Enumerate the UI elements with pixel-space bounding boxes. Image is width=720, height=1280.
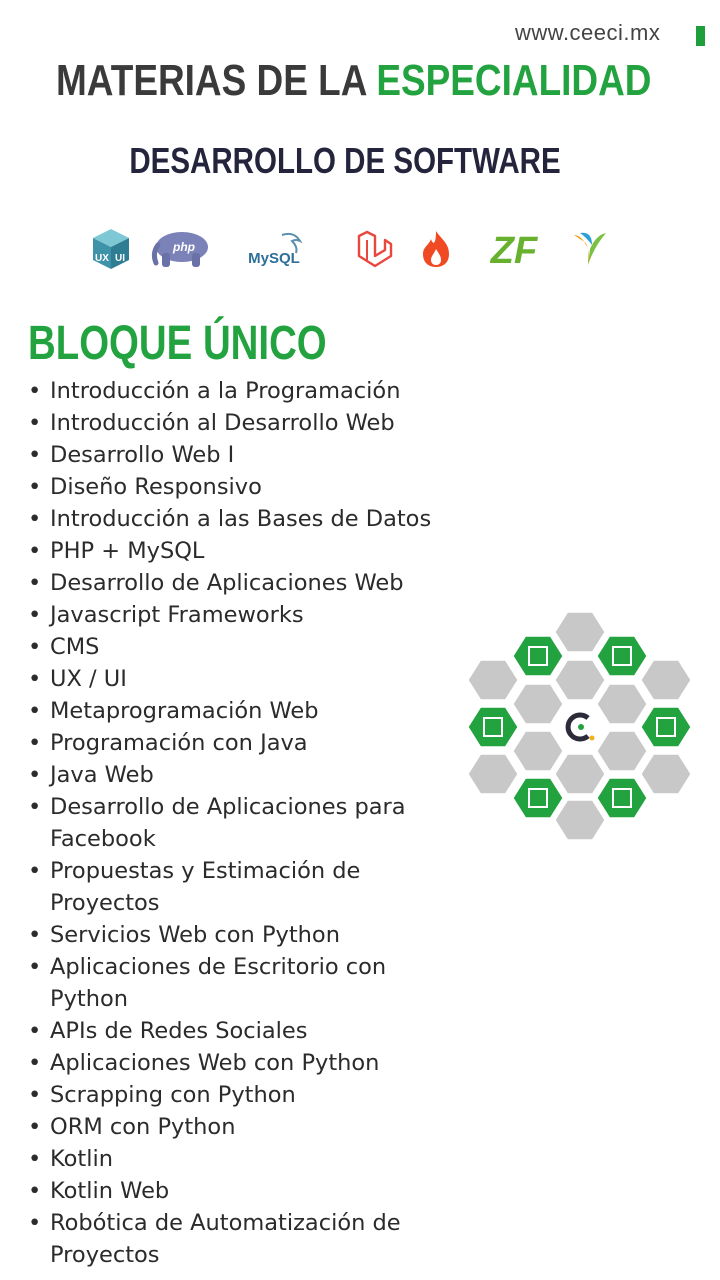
gray-hexagon <box>512 730 564 771</box>
green-hexagon <box>467 706 519 747</box>
list-item: • Aplicaciones de Escritorio con Python <box>28 951 468 1015</box>
list-item: • CMS <box>28 631 468 663</box>
title-part-2: ESPECIALIDAD <box>376 56 652 105</box>
mysql-icon <box>244 222 314 276</box>
list-item: • APIs de Redes Sociales <box>28 1015 468 1047</box>
block-title: BLOQUE ÚNICO <box>28 317 327 370</box>
list-item: • Introducción al Desarrollo Web <box>28 407 468 439</box>
zend-framework-icon <box>478 222 550 276</box>
ui-label: UI <box>115 253 125 264</box>
gray-hexagon <box>467 753 519 794</box>
list-item: • Java Web <box>28 759 468 791</box>
list-item: • ORM con Python <box>28 1111 468 1143</box>
page-subtitle: DESARROLLO DE SOFTWARE <box>129 140 561 181</box>
tech-logos-row <box>86 222 626 278</box>
list-item: • Robótica de Automatización de Proyectos <box>28 1207 468 1271</box>
list-item: • Scrapping con Python <box>28 1079 468 1111</box>
mysql-label: MySQL <box>248 250 300 267</box>
gray-hexagon <box>554 799 606 840</box>
gray-hexagon <box>467 659 519 700</box>
php-elephant-icon <box>150 222 212 276</box>
zf-label: ZF <box>490 230 538 269</box>
php-label: php <box>173 240 195 254</box>
gray-hexagon <box>512 683 564 724</box>
list-item: • Desarrollo de Aplicaciones Web <box>28 567 468 599</box>
ux-ui-icon <box>90 222 132 276</box>
page-title <box>56 56 652 106</box>
green-hexagon <box>512 777 564 818</box>
site-url[interactable]: www.ceeci.mx <box>515 20 661 45</box>
gray-hexagon <box>596 683 648 724</box>
list-item: • Servicios Web con Python <box>28 919 468 951</box>
list-item: • Desarrollo de Aplicaciones para Facebook <box>28 791 468 855</box>
title-part-1: MATERIAS DE LA <box>56 56 377 105</box>
ux-label: UX <box>95 253 109 264</box>
list-item: • Aplicaciones Web con Python <box>28 1047 468 1079</box>
list-item: • Diseño Responsivo <box>28 471 468 503</box>
gray-hexagon <box>554 611 606 652</box>
list-item: • Desarrollo Web I <box>28 439 468 471</box>
list-item: • Introducción a las Bases de Datos <box>28 503 468 535</box>
hexagon-cluster <box>466 608 694 844</box>
list-item: • Metaprogramación Web <box>28 695 468 727</box>
list-item: • Programación con Java <box>28 727 468 759</box>
gray-hexagon <box>640 753 692 794</box>
list-item: • Introducción a la Programación <box>28 375 468 407</box>
gray-hexagon <box>554 659 606 700</box>
gray-hexagon <box>554 753 606 794</box>
yii-icon <box>570 222 610 276</box>
laravel-icon <box>354 222 394 276</box>
gray-hexagon <box>596 730 648 771</box>
green-hexagon <box>596 635 648 676</box>
subjects-list <box>28 375 468 1271</box>
list-item: • Kotlin Web <box>28 1175 468 1207</box>
list-item: • PHP + MySQL <box>28 535 468 567</box>
list-item: • Javascript Frameworks <box>28 599 468 631</box>
list-item: • UX / UI <box>28 663 468 695</box>
gray-hexagon <box>640 659 692 700</box>
list-item: • Kotlin <box>28 1143 468 1175</box>
hexagon-graphic <box>466 608 694 844</box>
codeigniter-icon <box>416 222 456 276</box>
green-hexagon <box>596 777 648 818</box>
accent-bar <box>696 26 705 46</box>
list-item: • Propuestas y Estimación de Proyectos <box>28 855 468 919</box>
green-hexagon <box>512 635 564 676</box>
green-hexagon <box>640 706 692 747</box>
